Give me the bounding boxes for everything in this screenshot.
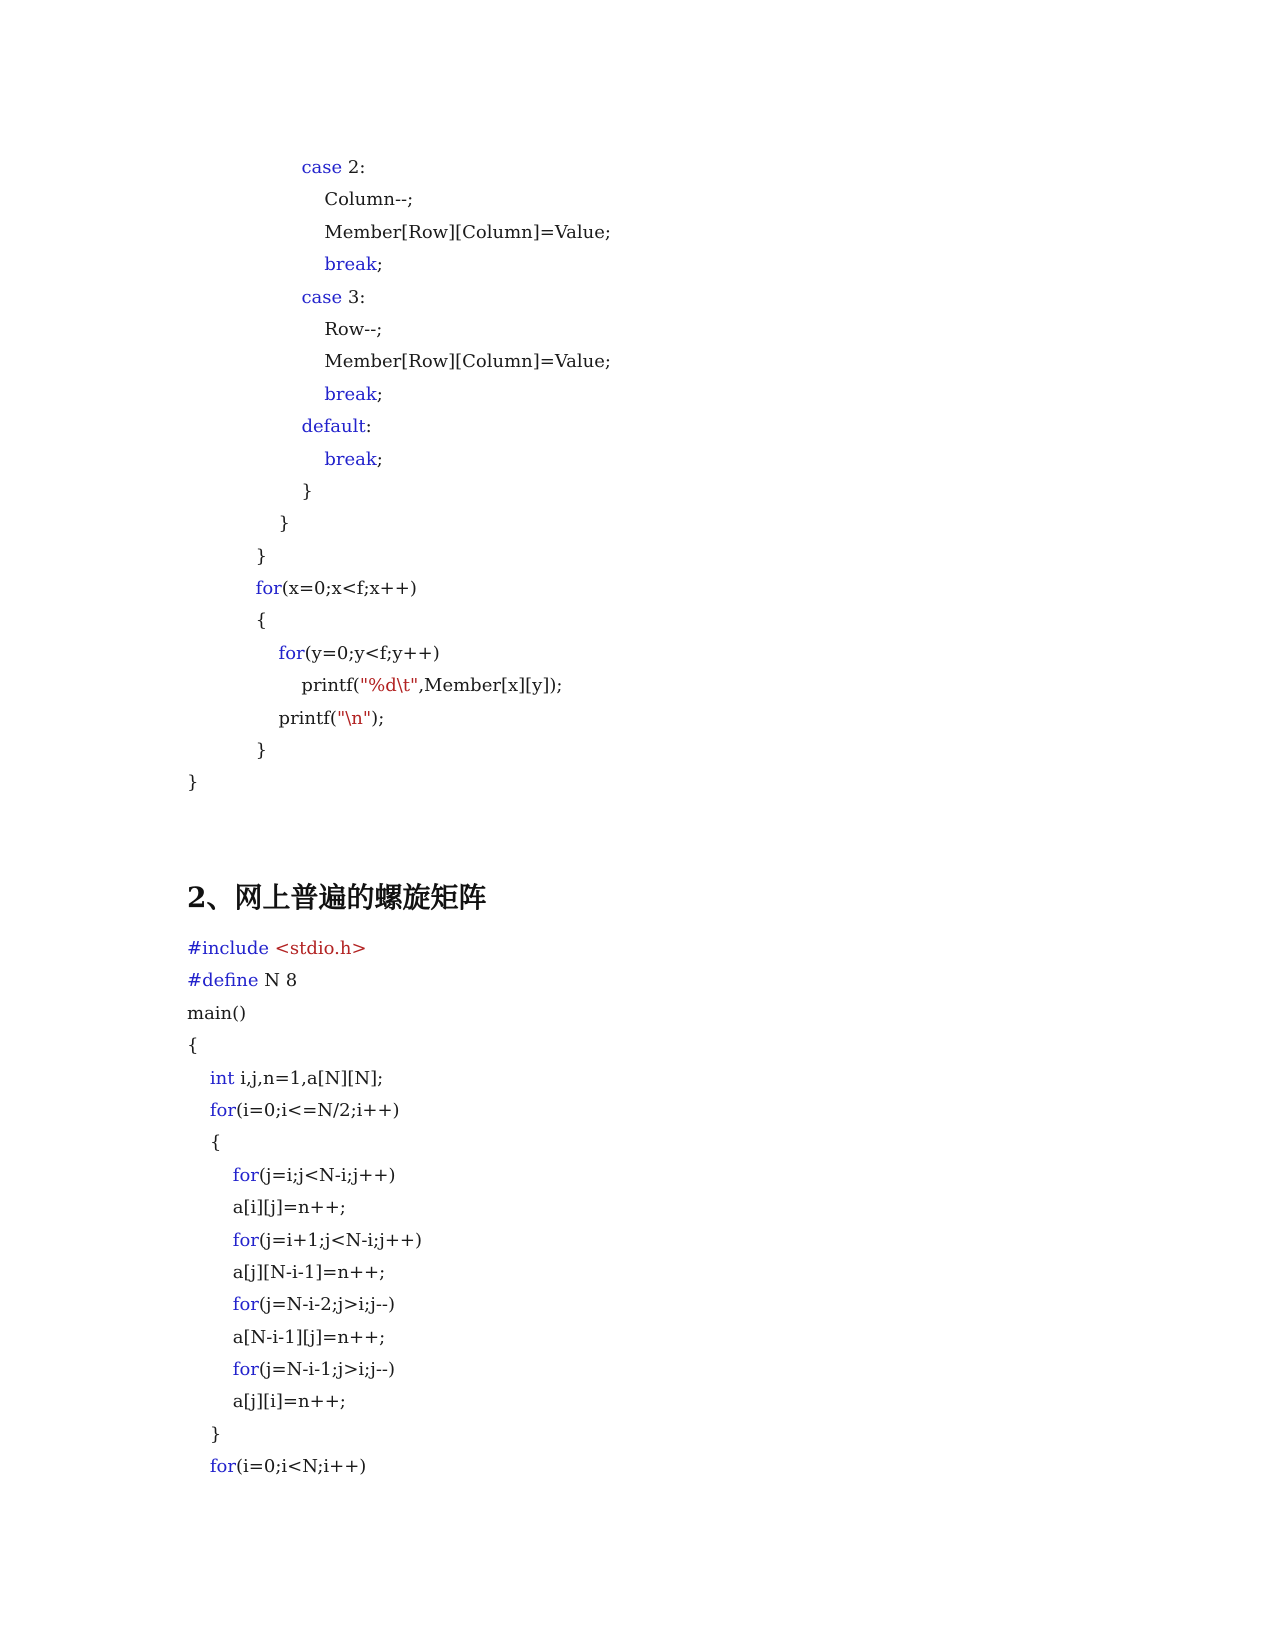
code-keyword: case bbox=[301, 157, 343, 178]
code-line bbox=[187, 1322, 422, 1354]
code-text: 2: bbox=[342, 157, 366, 178]
code-line bbox=[187, 1354, 422, 1386]
code-text bbox=[187, 643, 279, 664]
code-text bbox=[187, 449, 324, 470]
code-text: ; bbox=[376, 254, 383, 276]
code-text: (j=i+1;j<N-i;j++) bbox=[258, 1229, 423, 1251]
code-line bbox=[187, 573, 611, 605]
code-line bbox=[187, 444, 611, 476]
code-keyword: for bbox=[232, 1229, 259, 1251]
code-text: { bbox=[187, 1132, 222, 1154]
code-text: a[i][j]=n++; bbox=[187, 1197, 346, 1219]
code-text: } bbox=[187, 1423, 222, 1445]
code-block-common-spiral-matrix bbox=[187, 933, 422, 1484]
code-line bbox=[187, 1095, 422, 1127]
code-text: ; bbox=[376, 383, 383, 405]
code-text: Member[Row][Column]=Value; bbox=[187, 351, 611, 373]
code-keyword: for bbox=[255, 578, 282, 600]
code-block-spiral-matrix-part bbox=[187, 152, 611, 800]
code-line bbox=[187, 1419, 422, 1451]
code-text: (x=0;x<f;x++) bbox=[281, 578, 417, 600]
code-keyword: for bbox=[232, 1359, 259, 1381]
code-text: i,j,n=1,a[N][N]; bbox=[234, 1067, 384, 1089]
code-line bbox=[187, 1257, 422, 1289]
code-text bbox=[187, 416, 301, 437]
code-line bbox=[187, 1063, 422, 1095]
code-string: "\n" bbox=[336, 707, 372, 729]
code-text: 3: bbox=[342, 286, 366, 308]
code-text bbox=[187, 384, 324, 405]
code-line bbox=[187, 1451, 422, 1483]
code-text: (j=N-i-1;j>i;j--) bbox=[258, 1359, 396, 1381]
code-line bbox=[187, 1192, 422, 1224]
code-text bbox=[187, 254, 324, 275]
code-line bbox=[187, 998, 422, 1030]
code-text: a[j][i]=n++; bbox=[187, 1391, 346, 1413]
code-text bbox=[187, 1456, 210, 1477]
code-line bbox=[187, 184, 611, 216]
code-text bbox=[187, 578, 256, 599]
code-line bbox=[187, 346, 611, 378]
code-line bbox=[187, 152, 611, 184]
code-text: (y=0;y<f;y++) bbox=[304, 642, 440, 664]
code-line bbox=[187, 933, 422, 965]
code-keyword: for bbox=[232, 1294, 259, 1316]
code-keyword: for bbox=[209, 1456, 236, 1478]
code-keyword: for bbox=[278, 642, 305, 664]
code-line bbox=[187, 965, 422, 997]
code-text: ; bbox=[376, 448, 383, 470]
code-keyword: break bbox=[324, 254, 377, 276]
code-text bbox=[187, 157, 301, 178]
section-heading: 2、网上普遍的螺旋矩阵 bbox=[187, 881, 487, 914]
code-text: N 8 bbox=[258, 970, 298, 992]
code-line bbox=[187, 411, 611, 443]
code-text: Row--; bbox=[187, 318, 383, 340]
code-text: { bbox=[187, 1035, 199, 1057]
code-text bbox=[187, 1068, 210, 1089]
code-line bbox=[187, 1030, 422, 1062]
code-line bbox=[187, 476, 611, 508]
code-text: (j=N-i-2;j>i;j--) bbox=[258, 1294, 396, 1316]
code-text: Member[Row][Column]=Value; bbox=[187, 221, 611, 243]
code-text: } bbox=[187, 513, 290, 535]
code-keyword: break bbox=[324, 448, 377, 470]
code-preprocessor: #define bbox=[187, 970, 259, 992]
code-line bbox=[187, 1127, 422, 1159]
code-text: printf( bbox=[187, 707, 337, 729]
code-line bbox=[187, 638, 611, 670]
code-line bbox=[187, 703, 611, 735]
code-line bbox=[187, 1386, 422, 1418]
code-line bbox=[187, 767, 611, 799]
code-text: (i=0;i<=N/2;i++) bbox=[236, 1099, 400, 1121]
code-keyword: for bbox=[232, 1164, 259, 1186]
code-line bbox=[187, 735, 611, 767]
code-string: "%d\t" bbox=[359, 675, 419, 697]
code-string: <stdio.h> bbox=[274, 938, 367, 959]
code-text: (i=0;i<N;i++) bbox=[236, 1456, 367, 1478]
code-text: { bbox=[187, 610, 268, 632]
code-line bbox=[187, 282, 611, 314]
code-text: printf( bbox=[187, 675, 360, 697]
code-line bbox=[187, 1160, 422, 1192]
code-line bbox=[187, 1225, 422, 1257]
code-text bbox=[187, 1294, 233, 1315]
code-text: (j=i;j<N-i;j++) bbox=[258, 1164, 396, 1186]
code-text bbox=[187, 1359, 233, 1380]
code-line bbox=[187, 541, 611, 573]
code-line bbox=[187, 379, 611, 411]
code-line bbox=[187, 508, 611, 540]
code-keyword: int bbox=[209, 1067, 235, 1089]
code-text: a[j][N-i-1]=n++; bbox=[187, 1261, 386, 1283]
code-text: } bbox=[187, 772, 199, 794]
code-text: } bbox=[187, 480, 313, 502]
code-text: ,Member[x][y]); bbox=[418, 675, 563, 697]
code-text bbox=[187, 1165, 233, 1186]
code-text bbox=[187, 1100, 210, 1121]
code-preprocessor: #include bbox=[187, 938, 270, 959]
code-line bbox=[187, 605, 611, 637]
code-line bbox=[187, 249, 611, 281]
code-text: main() bbox=[187, 1002, 247, 1024]
code-line bbox=[187, 670, 611, 702]
code-text: } bbox=[187, 740, 268, 762]
code-text: Column--; bbox=[187, 189, 414, 211]
code-text: ); bbox=[371, 707, 385, 729]
code-line bbox=[187, 217, 611, 249]
code-text: a[N-i-1][j]=n++; bbox=[187, 1326, 386, 1348]
code-text: } bbox=[187, 545, 268, 567]
code-keyword: for bbox=[209, 1099, 236, 1121]
code-line bbox=[187, 1289, 422, 1321]
code-keyword: default bbox=[301, 416, 366, 438]
code-keyword: break bbox=[324, 383, 377, 405]
code-keyword: case bbox=[301, 286, 343, 308]
code-line bbox=[187, 314, 611, 346]
code-text bbox=[187, 287, 301, 308]
code-text: : bbox=[365, 416, 372, 438]
code-text bbox=[187, 1230, 233, 1251]
